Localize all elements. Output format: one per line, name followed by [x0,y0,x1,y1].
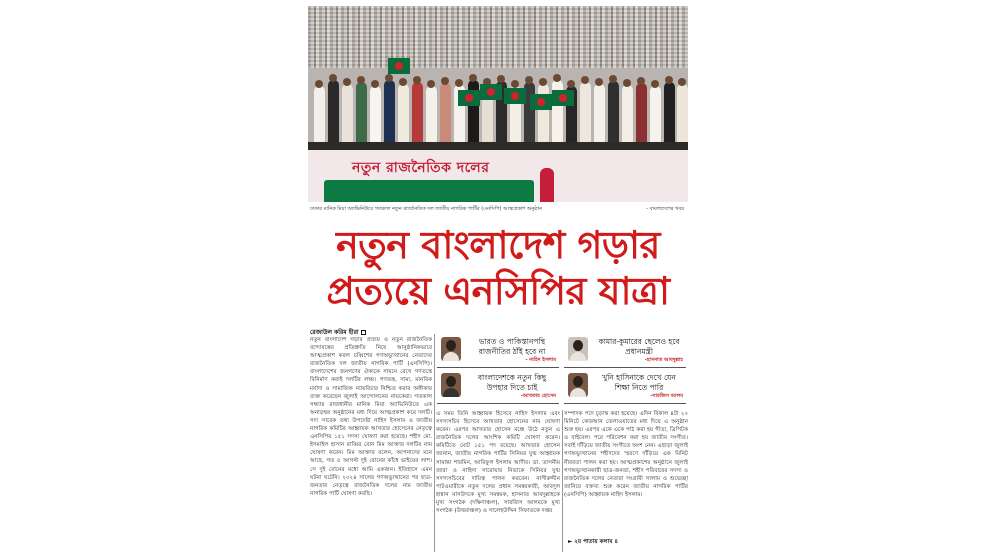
quote-box-sarjis [564,370,686,404]
portrait-photo [568,337,588,361]
byline-name: রেজাউল করিম হীরা [310,329,359,336]
stage-people [308,54,688,146]
article-text-right: সম্পাদক পদে চূড়ান্ত করা হয়েছে। এদিন বিকাল ৪টা ২০ মিনিটে কোরআন তেলাওয়াতের মধ্য দিয়ে এ অনুষ্ঠান শুরু হয়। এরপর একে একে পাঠ করা হয় গীতা, ত্রিপিটক ও বাইবেল। পরে পরিবেশন করা হয় জাতীয় সংগীত। সবাই দাঁড়িয়ে জাতীয় সংগীতে অংশ নেন। এছাড়া জুলাই গণঅভ্যুত্থানের শহীদদের স্মরণে দাঁড়িয়ে এক মিনিট নীরবতা পালন করা হয়। আত্মপ্রকাশের অনুষ্ঠানে জুলাই গণঅভ্যুত্থানকারী ছাত্র-জনতা, শহীদ পরিবারের সদস্য ও রাজনৈতিক দলের নেতারা সংগ্রামী সালাম ও শুভেচ্ছা জানিয়ে বক্তব্য শুরু করেন জাতীয় নাগরিক পার্টির (এনসিপি) আহ্বায়ক নাহিদ ইসলাম। [564,411,688,498]
byline-box-icon [361,330,366,335]
quote-title: কামার-কুমারের ছেলেও হবে প্রধানমন্ত্রী [598,337,680,356]
photo-credit: - বাংলাদেশের খবর [646,206,684,212]
quote-author: -আখতার হোসেন [520,393,556,399]
article-column-middle [436,410,560,552]
column-divider-2 [562,410,563,552]
newspaper-page [306,6,690,554]
portrait-photo [568,373,588,397]
quote-box-akhtar [437,370,559,404]
quote-author: -সারজিস আলম [650,393,683,399]
quote-title: খুনি হাসিনাকে দেখে যেন শিক্ষা নিতে পারি [602,373,676,392]
quote-author: -হাসনাত আবদুল্লাহ [644,357,683,363]
quote-title: ভারত ও পাকিস্তানপন্থি রাজনীতির ঠাঁই হবে না [478,337,546,356]
article-column-left [310,336,432,554]
quote-title: বাংলাদেশকে নতুন কিছু উপহার দিতে চাই [477,373,547,392]
stage-rail [308,142,688,150]
portrait-photo [441,373,461,397]
banner-line1: নতুন রাজনৈতিক দলের [352,160,490,176]
quote-box-nahid [437,334,559,368]
article-text-middle: এ সময় তিনি আহ্বায়ক হিসেবে নাহিদ ইসলাম এবং সদস্যসচিব হিসেবে আখতার হোসেনের নাম ঘোষণা করেন। এরপর আখতার হোসেন মঞ্চে উঠে নতুন এ রাজনৈতিক দলের আংশিক কমিটি ঘোষণা করেন। কমিটিতে মোট ১৫১ পদ রয়েছে। আখতার হোসেন জানান, জাতীয় নাগরিক পার্টির সিনিয়র যুগ্ম আহ্বায়ক সামান্তা শারমিন, আরিফুল ইসলাম আদীব। ডা. তাসনীম জারা ও নাহিদা সারোয়ার নিভাকে সিনিয়র যুগ্ম সদস্যসচিবের দায়িত্ব পালন করবেন। নাসীরুদ্দীন পাটওয়ারীকে নতুন দলের প্রধান সমন্বয়কারী, আবদুল হান্নান মাসউদকে মুখ্য সমন্বয়ক, হাসনাত আবদুল্লাহকে মুখ্য সংগঠক (দক্ষিণাঞ্চল), সারজিস আলমকে মুখ্য সংগঠক (উত্তরাঞ্চল) ও সালেহউদ্দিন সিফাতকে দপ্তর [436,411,560,515]
lead-photo [308,6,688,202]
article-column-right [564,410,688,552]
headline-line1: নতুন বাংলাদেশ গড়ার [336,223,660,267]
headline [306,222,690,314]
headline-line2: প্রত্যয়ে এনসিপির যাত্রা [326,269,670,313]
photo-caption: ঢাকার মানিক মিয়া অ্যাভিনিউয়ে গতকাল নতুন রাজনৈতিক দল জাতীয় নাগরিক পার্টির (এনসিপি) আত্মপ্রকাশ অনুষ্ঠান [310,206,542,212]
banner-figure [540,168,554,202]
continued-jump-line: ► ২য় পাতায় কলাম ৪ [568,539,618,545]
article-text-left: নতুন বাংলাদেশ গড়ার প্রত্যয় ও নতুন রাজনৈতিক বন্দোবস্তের প্রতিশ্রুতি নিয়ে আনুষ্ঠানিকভাবে আত্মপ্রকাশ করল চব্বিশের গণঅভ্যুত্থানের নেতাদের রাজনৈতিক দল জাতীয় নাগরিক পার্টি (এনসিপি)। বাংলাদেশের জনগণের ঐক্যকে সামনে রেখে গণতন্ত্রে বিনির্মাণ করাই দলটির লক্ষ্য। গণতন্ত্র, সাম্য, মানবিক মর্যাদা ও সামাজিক ন্যায়বিচার নিশ্চিত করার অঙ্গীকার ব্যক্ত করেছেন জুলাই আন্দোলনের নায়কেরা। গতকাল সন্ধ্যায় রাজধানীর মানিক মিয়া অ্যাভিনিউতে এক অনাড়ম্বর অনুষ্ঠানের মধ্য দিয়ে আত্মপ্রকাশ করে দলটি। সদ্য সাবেক তথ্য উপদেষ্টা নাহিদ ইসলাম ও জাতীয় নাগরিক কমিটির আহ্বায়ক আখতার হোসেনের নেতৃত্বে এনসিপির ১৫১ সদস্য ঘোষণা করা হয়েছে। শহীদ মো. ইসমাইল হাসান রাব্বির বোন মিম আক্তার দলটির নাম ঘোষণা করেন। মিম আক্তার বলেন, আপনাদের মনে আছে, গত ৫ আগস্ট দুই বোনের কাঁধে ভাইয়ের লাশ। সে দুই বোনের মধ্যে আমি একজন। ইতিহাসে এমন ঘটনা ঘটেনি। ২০২৪ সালের গণঅভ্যুত্থানের পর ছাত্র-জনতার নেতৃত্বে রাজনৈতিক দলের নাম জাতীয় নাগরিক পার্টি ঘোষণা করছি। [310,337,432,497]
column-divider [434,334,435,552]
portrait-photo [441,337,461,361]
quote-author: - নাহিদ ইসলাম [525,357,556,363]
stage-banner [308,150,688,202]
quote-box-hasnat [564,334,686,368]
